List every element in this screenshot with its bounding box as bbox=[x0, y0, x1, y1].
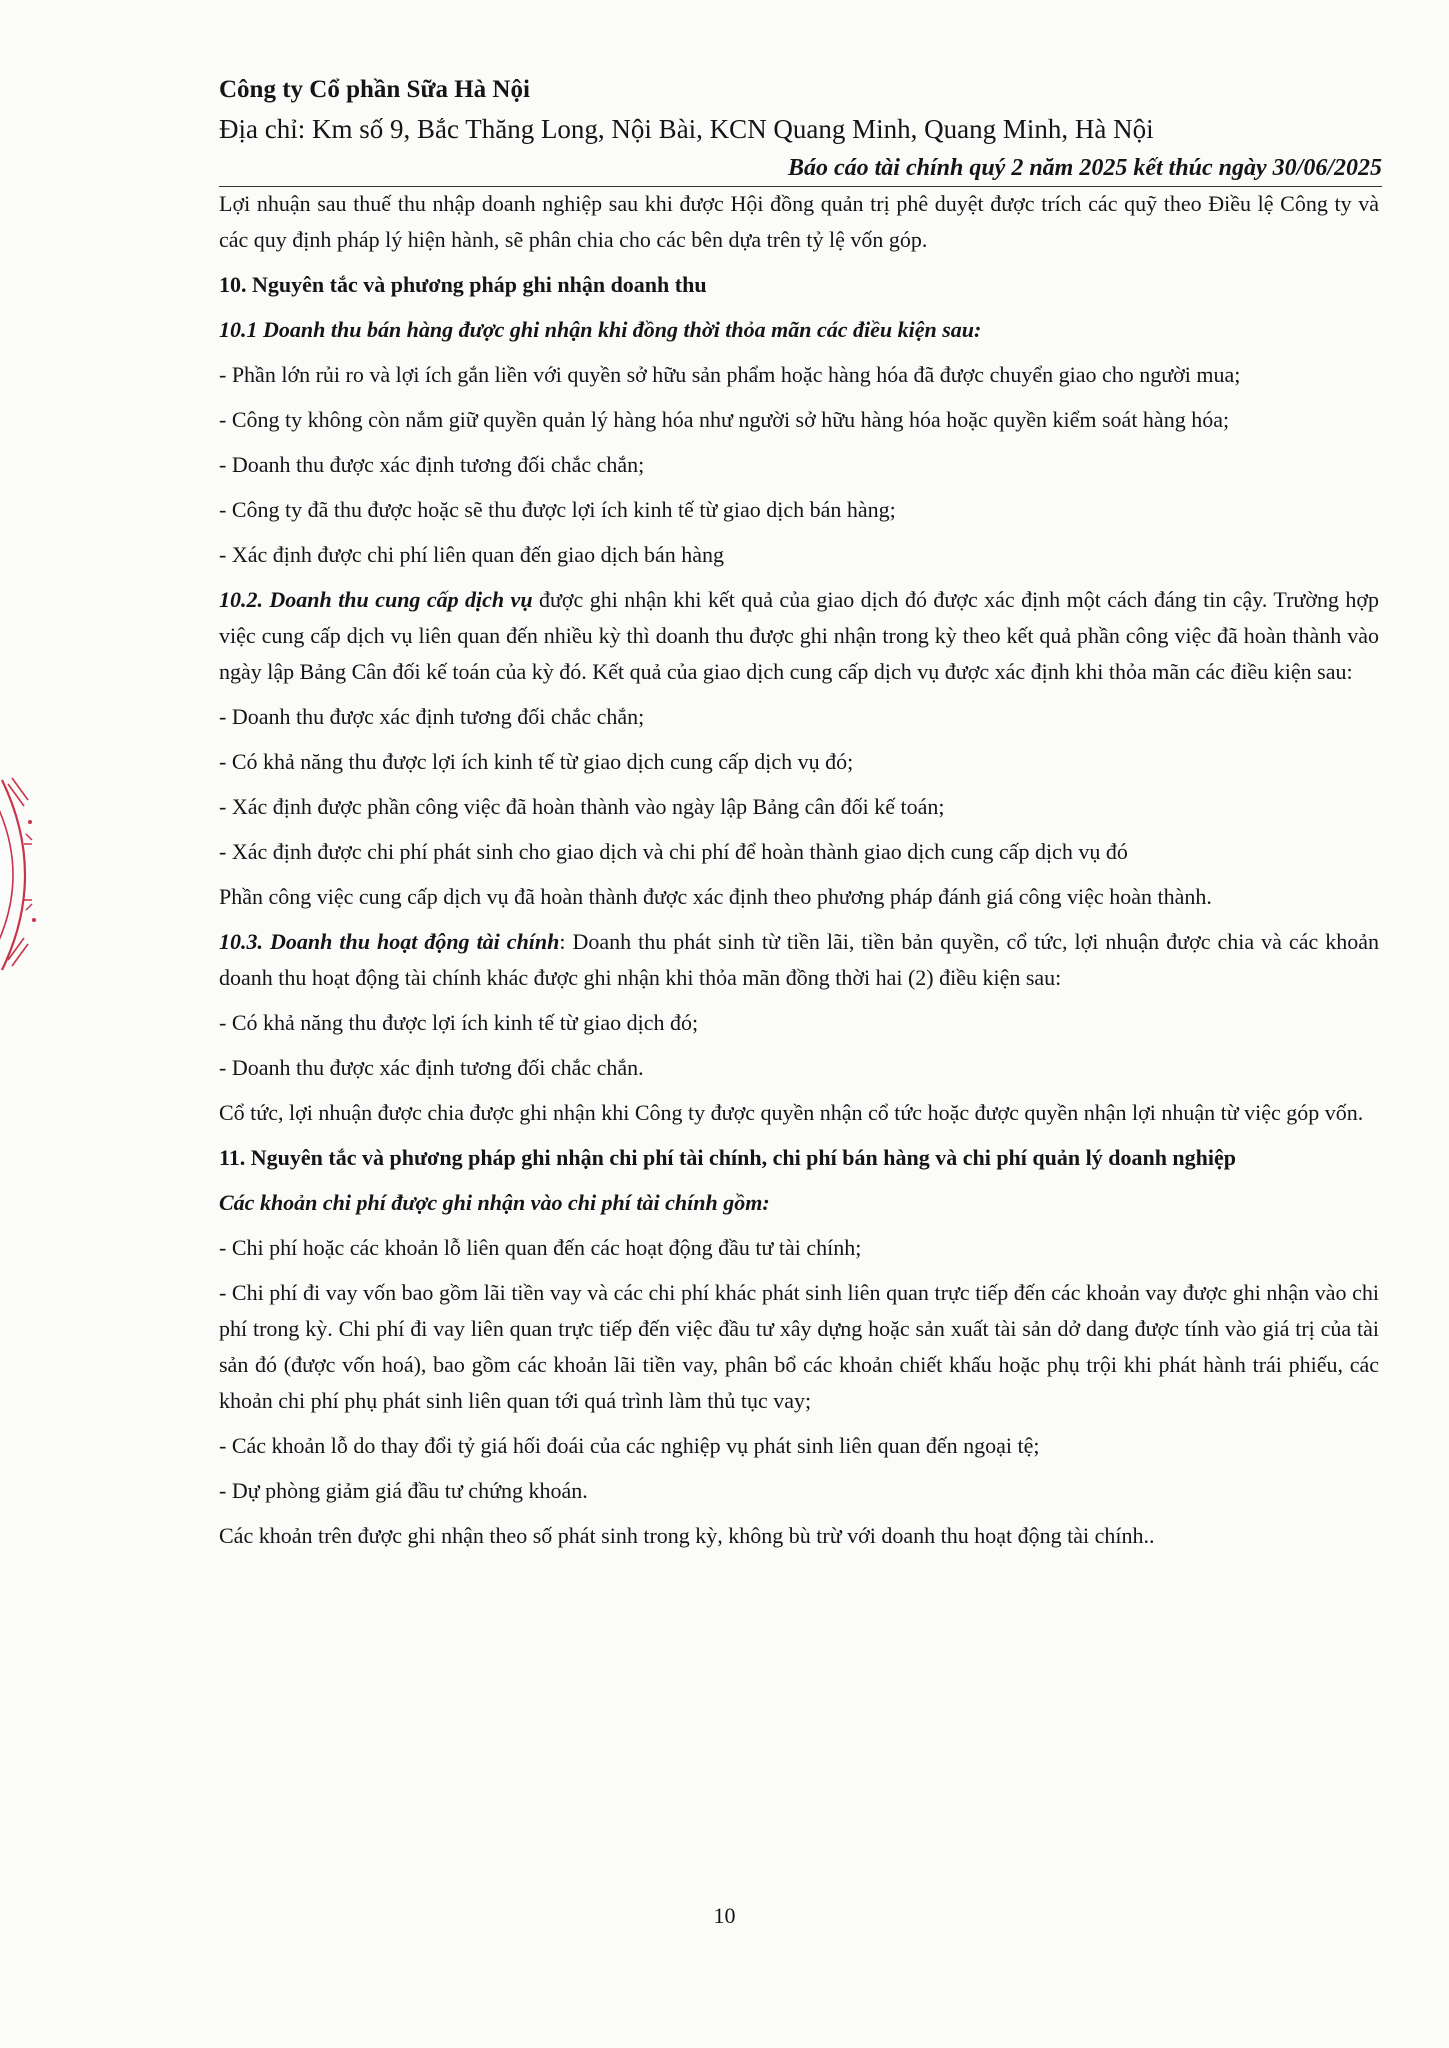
list-item: - Có khả năng thu được lợi ích kinh tế từ giao dịch cung cấp dịch vụ đó; bbox=[219, 749, 854, 774]
intro-paragraph: Lợi nhuận sau thuế thu nhập doanh nghiệp sau khi được Hội đồng quản trị phê duyệt được trích các quỹ theo Điều lệ Công ty và các quy định pháp lý hiện hành, sẽ phân chia cho các bên dựa trên tỷ lệ vốn góp. bbox=[219, 191, 1379, 252]
section-10-title: 10. Nguyên tắc và phương pháp ghi nhận doanh thu bbox=[219, 272, 707, 297]
section-11-after: Các khoản trên được ghi nhận theo số phát sinh trong kỳ, không bù trừ với doanh thu hoạt động tài chính.. bbox=[219, 1523, 1155, 1548]
list-item: - Chi phí hoặc các khoản lỗ liên quan đến các hoạt động đầu tư tài chính; bbox=[219, 1235, 862, 1260]
section-11-subtitle: Các khoản chi phí được ghi nhận vào chi phí tài chính gồm: bbox=[219, 1190, 770, 1215]
report-title: Báo cáo tài chính quý 2 năm 2025 kết thúc ngày 30/06/2025 bbox=[219, 152, 1382, 187]
list-item: - Phần lớn rủi ro và lợi ích gắn liền với quyền sở hữu sản phẩm hoặc hàng hóa đã được chuyển giao cho người mua; bbox=[219, 362, 1241, 387]
company-name: Công ty Cổ phần Sữa Hà Nội bbox=[219, 76, 530, 103]
section-10-2-paragraph bbox=[219, 582, 1379, 690]
list-item: - Công ty đã thu được hoặc sẽ thu được lợi ích kinh tế từ giao dịch bán hàng; bbox=[219, 497, 896, 522]
list-item: - Có khả năng thu được lợi ích kinh tế từ giao dịch đó; bbox=[219, 1010, 699, 1035]
red-stamp-fragment bbox=[0, 760, 60, 990]
section-11-title: 11. Nguyên tắc và phương pháp ghi nhận chi phí tài chính, chi phí bán hàng và chi phí quản lý doanh nghiệp bbox=[219, 1145, 1237, 1170]
list-item: - Các khoản lỗ do thay đổi tỷ giá hối đoái của các nghiệp vụ phát sinh liên quan đến ngoại tệ; bbox=[219, 1433, 1040, 1458]
section-10-2-text: được ghi nhận khi kết quả của giao dịch đó được xác định một cách đáng tin cậy. Trường hợp việc cung cấp dịch vụ liên quan đến nhiều kỳ thì doanh thu được ghi nhận trong kỳ theo kết quả phần công việc đã hoàn thành vào ngày lập Bảng Cân đối kế toán của kỳ đó. Kết quả của giao dịch cung cấp dịch vụ được xác định khi thỏa mãn các điều kiện sau: bbox=[219, 587, 1379, 684]
list-item: - Doanh thu được xác định tương đối chắc chắn; bbox=[219, 704, 645, 729]
page-number: 10 bbox=[713, 1903, 736, 1928]
section-10-3-text: : Doanh thu phát sinh từ tiền lãi, tiền bản quyền, cổ tức, lợi nhuận được chia và các khoản doanh thu hoạt động tài chính khác được ghi nhận khi thỏa mãn đồng thời hai (2) điều kiện sau: bbox=[219, 929, 1379, 990]
list-item: - Doanh thu được xác định tương đối chắc chắn. bbox=[219, 1055, 644, 1080]
list-item: - Xác định được chi phí liên quan đến giao dịch bán hàng bbox=[219, 542, 724, 567]
document-header bbox=[219, 74, 1382, 187]
list-item: - Dự phòng giảm giá đầu tư chứng khoán. bbox=[219, 1478, 588, 1503]
section-10-3-paragraph bbox=[219, 924, 1379, 996]
section-10-3-label: 10.3. Doanh thu hoạt động tài chính bbox=[219, 929, 560, 954]
list-item: - Xác định được chi phí phát sinh cho giao dịch và chi phí để hoàn thành giao dịch cung cấp dịch vụ đó bbox=[219, 839, 1128, 864]
section-10-2-label: 10.2. Doanh thu cung cấp dịch vụ bbox=[219, 587, 533, 612]
section-10-2-after: Phần công việc cung cấp dịch vụ đã hoàn thành được xác định theo phương pháp đánh giá công việc hoàn thành. bbox=[219, 884, 1212, 909]
list-item: - Chi phí đi vay vốn bao gồm lãi tiền vay và các chi phí khác phát sinh liên quan trực tiếp đến các khoản vay được ghi nhận vào chi phí trong kỳ. Chi phí đi vay liên quan trực tiếp đến việc đầu tư xây dựng hoặc sản xuất tài sản dở dang được tính vào giá trị của tài sản đó (được vốn hoá), bao gồm các khoản lãi tiền vay, phân bổ các khoản chiết khấu hoặc phụ trội khi phát hành trái phiếu, các khoản chi phí phụ phát sinh liên quan tới quá trình làm thủ tục vay; bbox=[219, 1280, 1379, 1413]
list-item: - Công ty không còn nắm giữ quyền quản lý hàng hóa như người sở hữu hàng hóa hoặc quyền kiểm soát hàng hóa; bbox=[219, 407, 1230, 432]
section-10-3-after: Cổ tức, lợi nhuận được chia được ghi nhận khi Công ty được quyền nhận cổ tức hoặc được quyền nhận lợi nhuận từ việc góp vốn. bbox=[219, 1100, 1364, 1125]
company-address: Địa chỉ: Km số 9, Bắc Thăng Long, Nội Bài, KCN Quang Minh, Quang Minh, Hà Nội bbox=[219, 114, 1154, 144]
section-10-1-title: 10.1 Doanh thu bán hàng được ghi nhận khi đồng thời thỏa mãn các điều kiện sau: bbox=[219, 317, 982, 342]
document-body bbox=[219, 186, 1379, 1563]
list-item: - Xác định được phần công việc đã hoàn thành vào ngày lập Bảng cân đối kế toán; bbox=[219, 794, 945, 819]
list-item: - Doanh thu được xác định tương đối chắc chắn; bbox=[219, 452, 645, 477]
